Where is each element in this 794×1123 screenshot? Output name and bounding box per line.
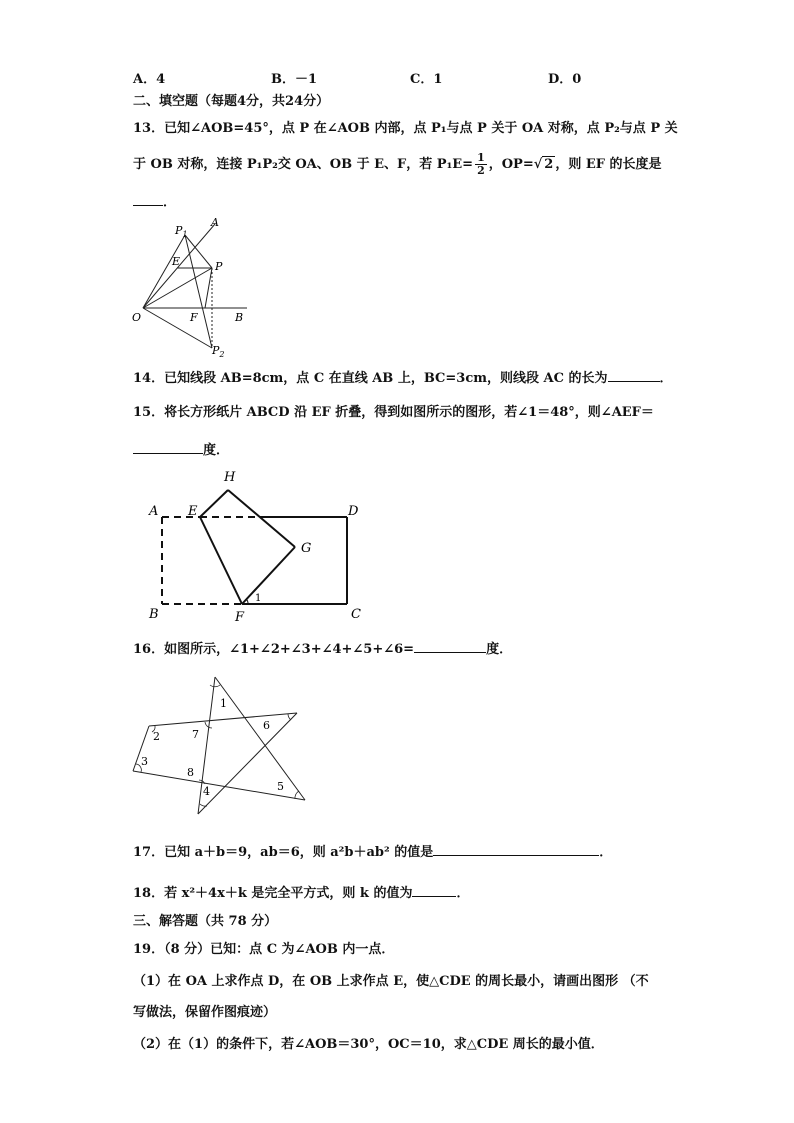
- q13-answer-blank: [133, 193, 163, 206]
- label-5: 5: [277, 780, 284, 793]
- label-1: 1: [255, 593, 262, 604]
- label-g: G: [301, 541, 312, 556]
- option-a: A．4: [133, 72, 166, 87]
- option-b: B．－1: [271, 72, 318, 87]
- line-6: [198, 713, 297, 814]
- q17-text: 17．已知 a＋b＝9，ab＝6，则 a²b＋ab² 的值是: [133, 845, 434, 860]
- q14-text: 14．已知线段 AB=8cm，点 C 在直线 AB 上，BC=3cm，则线段 AC 的长为: [133, 371, 608, 386]
- label-p1: $P_1$: [175, 224, 188, 239]
- q13-line1: 13．已知∠AOB=45°，点 P 在∠AOB 内部，点 P₁与点 P 关于 OA 对称，点 P₂与点 P 关: [133, 121, 678, 136]
- angle-4-arc: [200, 804, 207, 806]
- label-a: A: [211, 216, 219, 229]
- option-c: C．1: [410, 72, 443, 87]
- q13-line2: [133, 152, 662, 177]
- q18-end: ．: [456, 886, 470, 901]
- label-a: A: [149, 504, 159, 519]
- q18: [133, 884, 469, 903]
- segment-op2: [143, 308, 212, 348]
- q19-line4: （2）在（1）的条件下，若∠AOB＝30°，OC＝10，求△CDE 周长的最小值．: [133, 1037, 604, 1052]
- q15-line1: 15．将长方形纸片 ABCD 沿 EF 折叠，得到如图所示的图形，若∠1＝48°，则∠AEF＝: [133, 405, 654, 420]
- angle-1-arc: [210, 685, 220, 687]
- q17-end: ．: [599, 845, 613, 860]
- segment-op1: [143, 235, 185, 308]
- q13-line2-text-c: ，则 EF 的长度是: [555, 157, 662, 172]
- line-2: [215, 677, 305, 800]
- q13-line2-text-a: 于 OB 对称，连接 P₁P₂交 OA、OB 于 E、F，若 P₁E=: [133, 157, 474, 172]
- edge-hg: [228, 490, 295, 547]
- edge-ef: [200, 517, 242, 604]
- q14-answer-blank: [608, 369, 660, 382]
- section-3-heading: 三、解答题（共 78 分）: [133, 914, 278, 929]
- q14: [133, 369, 673, 388]
- label-b: B: [235, 311, 244, 324]
- edge-gf: [242, 547, 295, 604]
- label-2: 2: [153, 730, 160, 743]
- label-3: 3: [141, 755, 148, 768]
- label-f: F: [235, 610, 245, 625]
- label-1: 1: [220, 697, 227, 710]
- label-e: E: [188, 504, 198, 519]
- q16-text: 16．如图所示，∠1+∠2+∠3+∠4+∠5+∠6=: [133, 642, 415, 657]
- q13-figure: [125, 210, 265, 360]
- label-8: 8: [187, 766, 194, 779]
- q13-sqrt: √ 2: [533, 157, 554, 172]
- label-d: D: [348, 504, 359, 519]
- label-7: 7: [192, 728, 199, 741]
- q16-end: 度．: [486, 642, 513, 657]
- q16-answer-blank: [414, 640, 486, 653]
- q13-frac-num: 1: [477, 151, 485, 164]
- label-4: 4: [203, 785, 210, 798]
- label-c: C: [351, 607, 361, 622]
- angle-5-arc: [295, 791, 299, 799]
- q15-line2-text: 度．: [203, 443, 230, 458]
- q14-end: ．: [659, 371, 673, 386]
- q15-line2: [133, 441, 229, 460]
- q17-answer-blank: [433, 843, 599, 856]
- label-p2: $P_2$: [212, 344, 225, 359]
- option-d: D．0: [548, 72, 582, 87]
- q13-line3-end: ．: [163, 195, 177, 210]
- label-p: P: [215, 260, 223, 273]
- line-3: [149, 713, 297, 726]
- q16: [133, 640, 512, 659]
- label-o: O: [132, 311, 142, 324]
- q18-text: 18．若 x²＋4x＋k 是完全平方式，则 k 的值为: [133, 886, 413, 901]
- q19-line1: 19．（8 分）已知：点 C 为∠AOB 内一点．: [133, 942, 395, 957]
- q13-sqrt-val: 2: [544, 157, 554, 172]
- q17: [133, 843, 612, 862]
- q19-line3: 写做法，保留作图痕迹）: [133, 1005, 277, 1020]
- segment-fp: [205, 268, 212, 308]
- angle-7-arc: [205, 722, 212, 728]
- q15-answer-blank: [133, 441, 203, 454]
- label-b: B: [149, 607, 159, 622]
- q15-figure: [140, 465, 370, 625]
- q16-figure: [125, 670, 315, 820]
- section-2-heading: 二、填空题（每题4分，共24分）: [133, 94, 330, 109]
- segment-op: [143, 268, 212, 308]
- label-6: 6: [263, 719, 270, 732]
- q19-line2: （1）在 OA 上求作点 D，在 OB 上求作点 E，使△CDE 的周长最小，请画出图形 （不: [133, 974, 649, 989]
- label-e: E: [172, 255, 181, 268]
- q18-answer-blank: [412, 884, 456, 897]
- q13-fraction: [475, 152, 487, 177]
- label-h: H: [224, 470, 236, 485]
- angle-6-arc: [288, 714, 291, 720]
- label-f: F: [190, 311, 198, 324]
- q13-line2-text-b: ，OP=: [488, 157, 534, 172]
- q13-frac-den: 2: [477, 164, 485, 177]
- edge-eh: [200, 490, 228, 517]
